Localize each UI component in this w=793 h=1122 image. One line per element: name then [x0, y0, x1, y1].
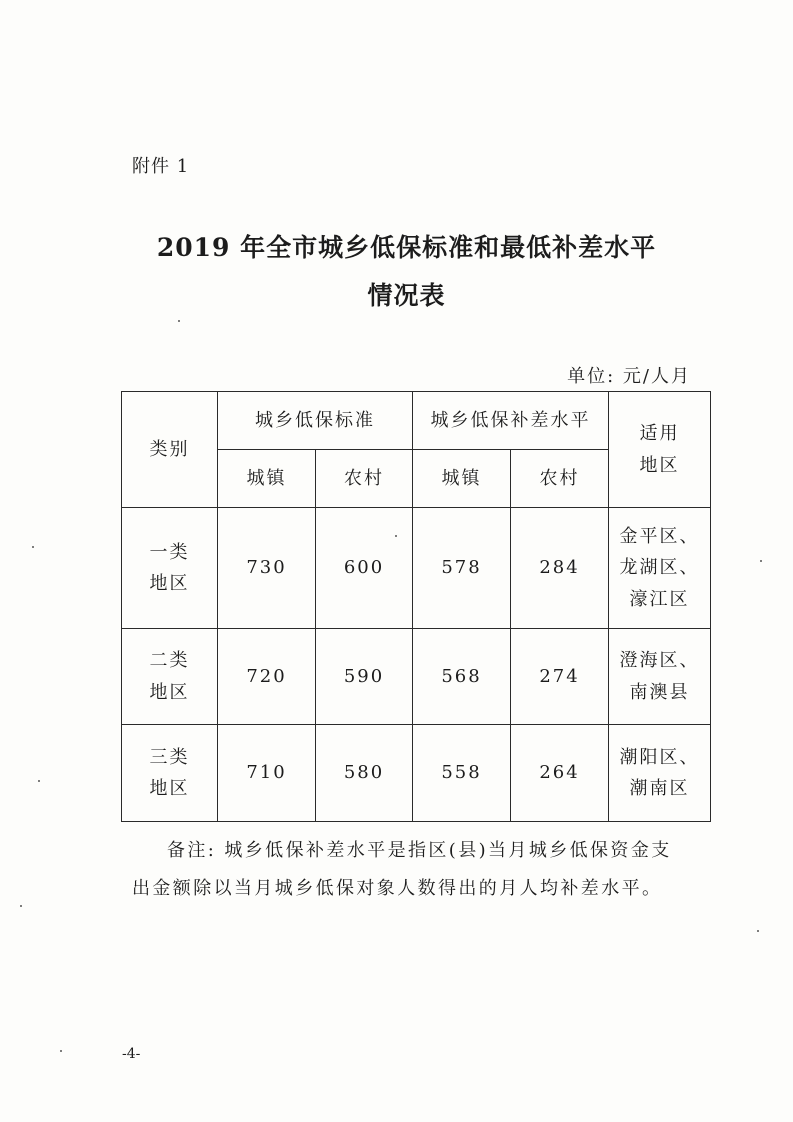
table-row — [122, 725, 711, 822]
area-line: 潮阳区、 — [619, 746, 700, 768]
value-cell: 580 — [316, 725, 413, 822]
category-line: 二类 — [149, 650, 190, 671]
table-header-row — [122, 392, 711, 450]
category-line: 一类 — [149, 541, 190, 563]
subheader-sub-rural: 农村 — [511, 450, 609, 508]
header-category: 类别 — [122, 392, 218, 508]
remark-line: 出金额除以当月城乡低保对象人数得出的月人均补差水平。 — [132, 878, 663, 899]
scan-speck — [178, 320, 180, 322]
attachment-label: 附件 1 — [132, 156, 190, 177]
category-cell — [122, 508, 218, 629]
header-standard: 城乡低保标准 — [218, 392, 413, 450]
scan-speck — [32, 546, 34, 548]
area-line: 金平区、 — [619, 525, 700, 547]
area-cell — [609, 508, 711, 629]
category-line: 地区 — [149, 681, 190, 703]
area-line: 龙湖区、 — [619, 557, 700, 579]
scan-speck — [20, 905, 22, 907]
value-cell: 590 — [316, 629, 413, 725]
scan-speck — [757, 930, 759, 932]
area-line: 濠江区 — [629, 588, 690, 610]
value-cell: 730 — [218, 508, 316, 629]
area-cell — [609, 725, 711, 822]
area-line: 潮南区 — [629, 778, 690, 799]
category-line: 地区 — [149, 778, 190, 799]
remark-note — [132, 832, 712, 908]
document-title: 2019 年全市城乡低保标准和最低补差水平 — [156, 233, 657, 262]
value-cell: 720 — [218, 629, 316, 725]
page-number: -4- — [122, 1046, 141, 1062]
value-cell: 284 — [511, 508, 609, 629]
standards-table — [121, 391, 711, 822]
category-line: 地区 — [149, 573, 190, 594]
header-subsidy: 城乡低保补差水平 — [413, 392, 609, 450]
header-area-line: 地区 — [639, 454, 680, 476]
subheader-sub-urban: 城镇 — [413, 450, 511, 508]
value-cell: 578 — [413, 508, 511, 629]
table-row — [122, 629, 711, 725]
area-cell — [609, 629, 711, 725]
area-line: 澄海区、 — [619, 650, 700, 671]
subheader-std-urban: 城镇 — [218, 450, 316, 508]
value-cell: 264 — [511, 725, 609, 822]
scan-speck — [395, 535, 397, 537]
scan-speck — [760, 560, 762, 562]
document-title-line2: 情况表 — [367, 281, 446, 310]
scan-speck — [38, 780, 40, 782]
value-cell: 558 — [413, 725, 511, 822]
table-row — [122, 508, 711, 629]
header-area — [609, 392, 711, 508]
category-line: 三类 — [149, 746, 190, 768]
value-cell: 568 — [413, 629, 511, 725]
category-cell — [122, 629, 218, 725]
value-cell: 710 — [218, 725, 316, 822]
area-line: 南澳县 — [629, 681, 690, 703]
scan-speck — [60, 1050, 62, 1052]
subheader-std-rural: 农村 — [316, 450, 413, 508]
remark-line: 备注: 城乡低保补差水平是指区(县)当月城乡低保资金支 — [167, 840, 672, 861]
header-area-line: 适用 — [639, 423, 680, 444]
unit-label: 单位: 元/人月 — [567, 366, 691, 387]
category-cell — [122, 725, 218, 822]
value-cell: 274 — [511, 629, 609, 725]
value-cell: 600 — [316, 508, 413, 629]
